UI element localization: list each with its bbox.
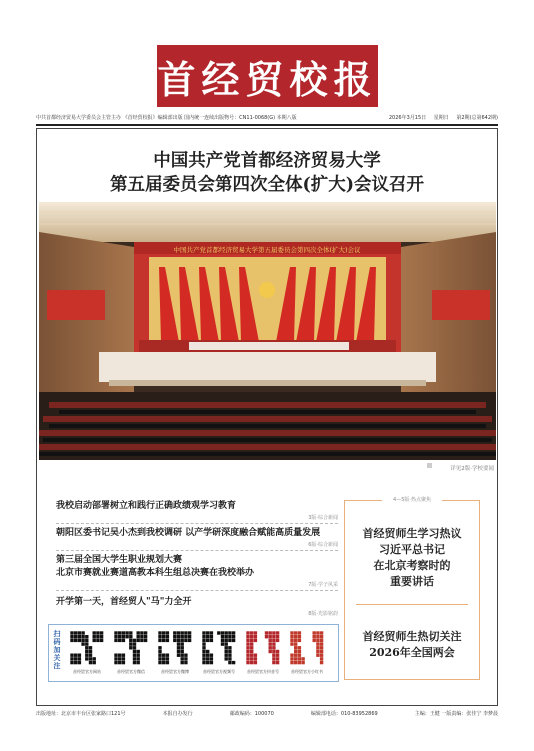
- qr-code-icon[interactable]: [290, 631, 324, 665]
- feature-line: 首经贸师生热切关注: [362, 630, 462, 643]
- party-emblem-icon: [259, 282, 275, 298]
- meeting-hall-illustration: [39, 202, 496, 460]
- photo-caption: 详见2版·学校要闻: [450, 466, 494, 472]
- news-title-second-line: 北京市赛就业赛道高教本科生组总决赛在我校举办: [56, 568, 255, 578]
- feature-story-2[interactable]: [344, 629, 480, 661]
- issue-number: 第2期(总第642期): [456, 115, 498, 121]
- news-item[interactable]: [56, 554, 338, 591]
- headline-line-2: 第五届委员会第四次全体(扩大)会议召开: [109, 175, 425, 195]
- qr-caption: 首经贸官方抖音号: [247, 669, 279, 674]
- publisher-info: 中共首都经济贸易大学委员会主管主办 《首经贸校报》编辑部出版 国内统一连续出版物号：CN11-0068(G) 本期八版: [36, 115, 297, 121]
- feature-line: 重要讲话: [390, 575, 434, 588]
- news-item[interactable]: [56, 596, 338, 617]
- qr-caption: 首经贸官方微信: [117, 669, 145, 674]
- qr-code-icon[interactable]: [70, 631, 104, 665]
- masthead-title: 首经贸校报: [157, 45, 378, 107]
- divider: [56, 523, 338, 524]
- headline-line-1: 中国共产党首都经济贸易大学: [153, 151, 381, 171]
- qr-code-icon[interactable]: [158, 631, 192, 665]
- qr-code-icon[interactable]: [114, 631, 148, 665]
- stage-banner-text: 中国共产党首都经济贸易大学第五届委员会第四次全体(扩大)会议: [173, 246, 361, 254]
- right-screen: [432, 290, 490, 320]
- meeting-photo: [39, 202, 496, 460]
- caption-marker-icon: [427, 463, 432, 468]
- news-title: 开学第一天，首经贸人"马"力全开: [56, 597, 192, 607]
- qr-caption: 首经贸官方视频号: [203, 669, 235, 674]
- footer-bar: [36, 708, 498, 718]
- divider: [56, 590, 338, 591]
- qr-caption: 首经贸官方小红书: [291, 669, 323, 674]
- news-title: 第三届全国大学生职业规划大赛: [56, 555, 183, 565]
- footer-phone: 编辑部电话：010-83952869: [310, 710, 378, 717]
- qr-code-icon[interactable]: [202, 631, 236, 665]
- news-item[interactable]: [56, 527, 338, 551]
- feature-section-tag: 4—5版·热点聚焦: [382, 496, 442, 503]
- qr-caption: 首经贸官方网站: [73, 669, 101, 674]
- news-tag: 8版·光影铭韵: [308, 611, 338, 617]
- issue-date: 2026年3月15日: [388, 115, 427, 121]
- feature-line: 习近平总书记: [379, 543, 445, 556]
- news-tag: 7版·学子风采: [308, 582, 338, 588]
- feature-line: 在北京考察时的: [373, 559, 451, 572]
- top-rule: [36, 124, 498, 126]
- footer-editors: 主编：王健 一版责编：张佳宁 李梦晨: [414, 710, 498, 717]
- news-title: 朝阳区委书记吴小杰到我校调研 以产学研深度融合赋能高质量发展: [56, 528, 321, 538]
- left-screen: [47, 290, 105, 320]
- qr-caption: 首经贸官方微博: [161, 669, 189, 674]
- feature-story-1[interactable]: [344, 526, 480, 590]
- feature-line: 首经贸师生学习热议: [362, 527, 462, 540]
- footer-address: 出版地址：北京市丰台区张家路口121号: [36, 710, 126, 717]
- news-title: 我校启动部署树立和践行正确政绩观学习教育: [56, 501, 237, 511]
- footer-postcode: 邮政编码：100070: [229, 710, 274, 717]
- news-item[interactable]: [56, 500, 338, 524]
- info-bar: [36, 112, 498, 123]
- feature-line: 2026年全国两会: [369, 646, 455, 659]
- feature-divider: [356, 604, 468, 605]
- qr-panel-label: 扫码加关注: [53, 630, 61, 670]
- news-tag: 3版·综合新闻: [308, 515, 338, 521]
- divider: [56, 550, 338, 551]
- qr-code-icon[interactable]: [246, 631, 280, 665]
- news-tag: 6版·综合新闻: [308, 542, 338, 548]
- issue-weekday: 星期日: [433, 115, 449, 121]
- footer-distribution: 本报自办发行: [162, 710, 193, 717]
